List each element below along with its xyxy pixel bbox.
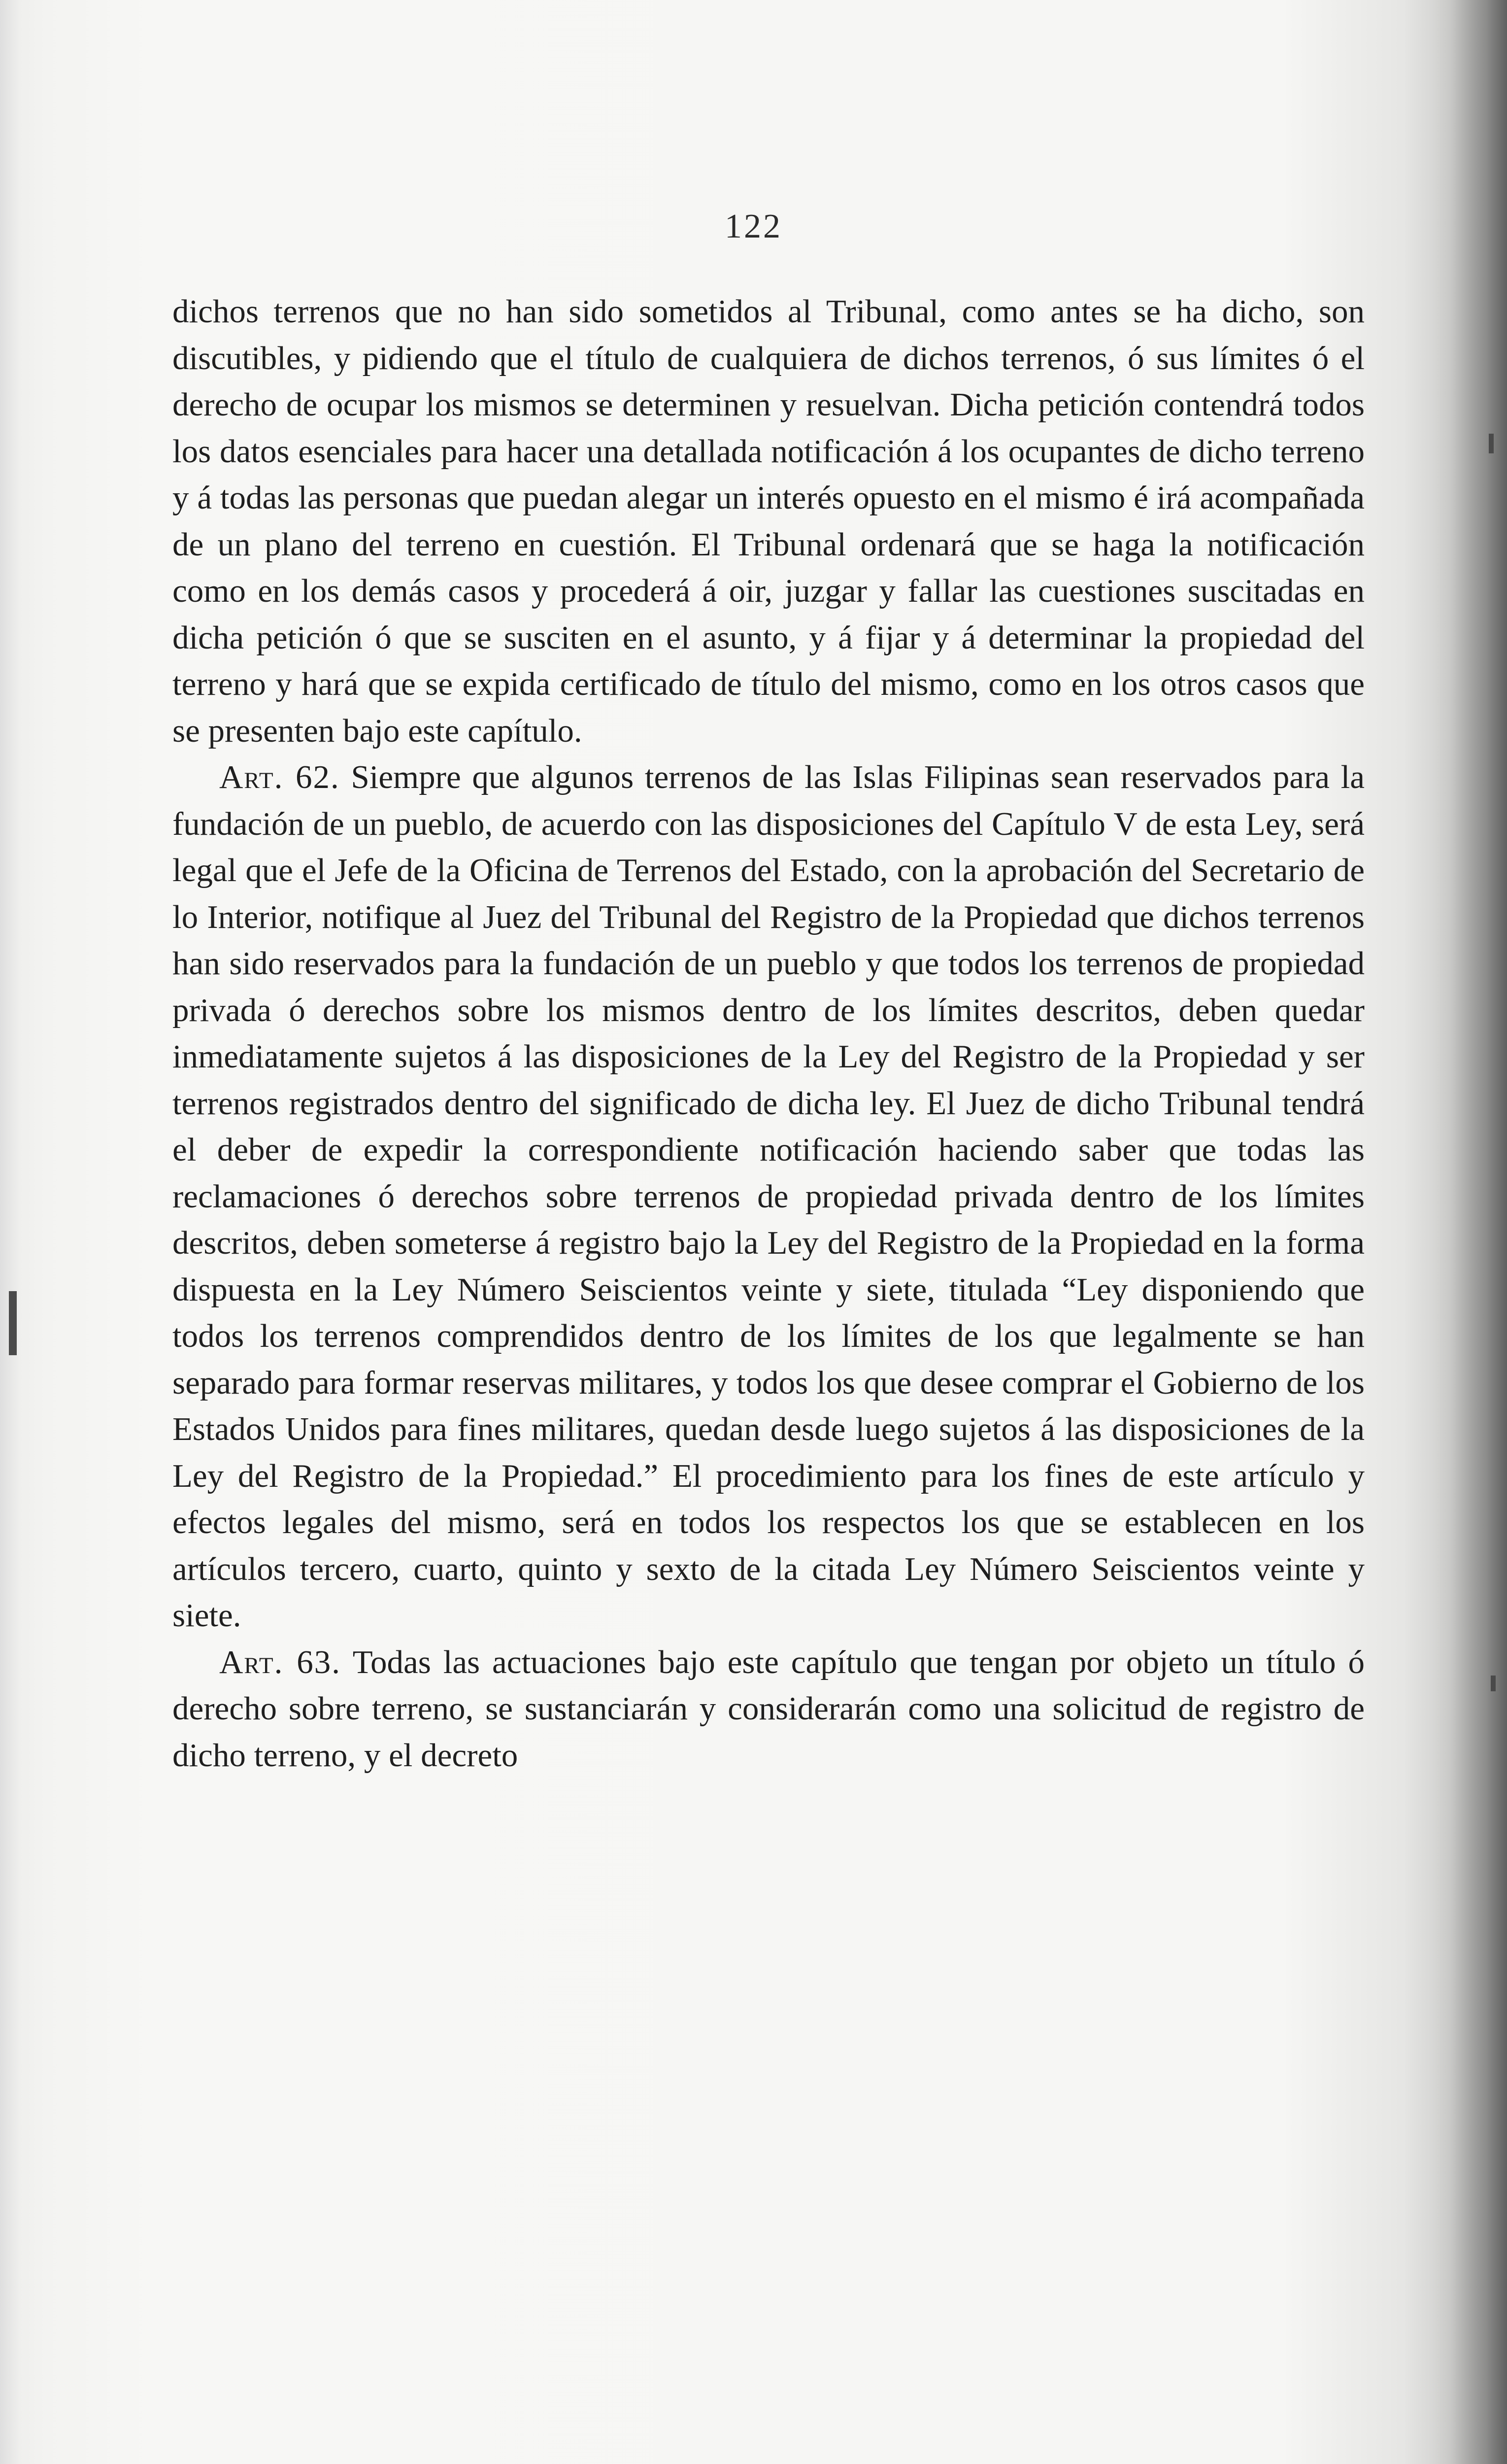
article-62-text: Siempre que algunos terrenos de las Islas Filipinas sean reservados para la fundación de un pueblo, de acuerdo con las disposiciones del Capítulo V de esta Ley, será legal que el Jefe de la Oficina de Terrenos del Estado, con la aprobación del Secretario de lo Interior, notifique al Juez del Tribunal del Registro de la Propiedad que dichos terrenos han sido reservados para la fundación de un pueblo y que todos los terrenos de propiedad privada ó derechos sobre los mismos dentro de los límites descritos, deben quedar inmediatamente sujetos á las disposiciones de la Ley del Registro de la Propiedad y ser terrenos registrados dentro del significado de dicha ley. El Juez de dicho Tribunal tendrá el deber de expedir la correspondiente notificación haciendo saber que todas las reclamaciones ó derechos sobre terrenos de propiedad privada dentro de los límites descritos, deben someterse á registro bajo la Ley del Registro de la Propiedad en la forma dispuesta en la Ley Número Seiscientos veinte y siete, titulada “Ley disponiendo que todos los terrenos comprendidos dentro de los límites de los que legalmente se han separado para formar reservas militares, y todos los que desee comprar el Gobierno de los Estados Unidos para fines militares, quedan desde luego sujetos á las disposiciones de la Ley del Registro de la Propiedad.” El procedimiento para los fines de este artículo y efectos legales del mismo, será en todos los respectos los que se establecen en los artículos tercero, cuarto, quinto y sexto de la citada Ley Número Seiscientos veinte y siete. bbox=[172, 759, 1365, 1634]
margin-mark-right-2 bbox=[1491, 1676, 1496, 1691]
page-number: 122 bbox=[725, 207, 782, 245]
article-62-label: Art. 62. bbox=[219, 759, 340, 795]
article-63-paragraph bbox=[172, 1639, 1365, 1779]
margin-mark-left-1 bbox=[9, 1291, 17, 1355]
article-63-text: Todas las actuaciones bajo este capítulo que tengan por objeto un título ó derecho sobre terreno, se sustanciarán y considerarán como una solicitud de registro de dicho terreno, y el decreto bbox=[172, 1643, 1365, 1774]
margin-mark-right-1 bbox=[1489, 434, 1494, 453]
page-binding-shadow bbox=[1404, 0, 1507, 2464]
article-62-paragraph bbox=[172, 754, 1365, 1639]
continuation-paragraph: dichos terrenos que no han sido sometidos al Tribunal, como antes se ha dicho, son discutibles, y pidiendo que el título de cualquiera de dichos terrenos, ó sus límites ó el derecho de ocupar los mismos se determinen y resuelvan. Dicha petición contendrá todos los datos esenciales para hacer una detallada notificación á los ocupantes de dicho terreno y á todas las personas que puedan alegar un interés opuesto en el mismo é irá acompañada de un plano del terreno en cuestión. El Tribunal ordenará que se haga la notificación como en los demás casos y procederá á oir, juzgar y fallar las cuestiones suscitadas en dicha petición ó que se susciten en el asunto, y á fijar y á determinar la propiedad del terreno y hará que se expida certificado de título del mismo, como en los otros casos que se presenten bajo este capítulo. bbox=[172, 293, 1365, 749]
page-left-edge bbox=[0, 0, 20, 2464]
article-63-label: Art. 63. bbox=[219, 1643, 341, 1680]
body-text bbox=[172, 288, 1365, 1779]
